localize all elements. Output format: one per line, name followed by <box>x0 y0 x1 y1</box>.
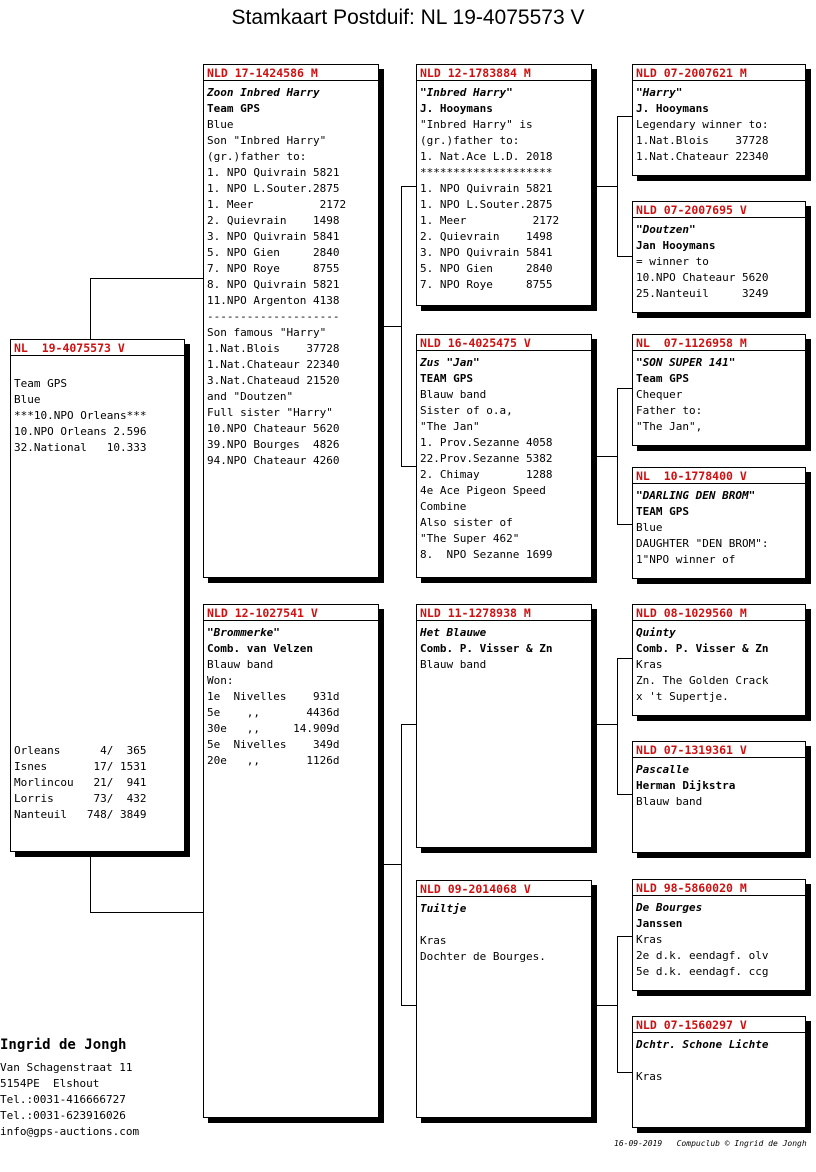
card-details <box>636 657 805 705</box>
text-line: ***10.NPO Orleans*** <box>14 409 147 422</box>
ff-father-card <box>632 64 806 176</box>
father-father-card <box>416 64 592 306</box>
father-card <box>203 64 379 578</box>
text-line: Tel.:0031-416666727 <box>0 1093 126 1106</box>
text-line: 25.Nanteuil 3249 <box>636 287 769 300</box>
card-details <box>420 387 591 563</box>
text-line: "The Jan", <box>636 420 703 433</box>
ring-number: NL 07-1126958 M <box>633 335 805 351</box>
owner: Herman Dijkstra <box>636 779 736 792</box>
owner <box>420 917 591 933</box>
mf-mother-card <box>632 741 806 853</box>
text-line: 94.NPO Chateaur 4260 <box>207 454 340 467</box>
breeder-info <box>0 1036 139 1140</box>
ring-number: NLD 11-1278938 M <box>417 605 591 621</box>
text-line: 5. NPO Gien 2840 <box>207 246 340 259</box>
text-line: Son famous "Harry" <box>207 326 327 339</box>
text-line: 10.NPO Chateaur 5620 <box>636 271 769 284</box>
text-line: 20e ,, 1126d <box>207 754 340 767</box>
pigeon-name: De Bourges <box>636 901 703 914</box>
card-details <box>636 794 805 810</box>
text-line: Chequer <box>636 388 683 401</box>
text-line: info@gps-auctions.com <box>0 1125 140 1138</box>
ring-number: NLD 07-1319361 V <box>633 742 805 758</box>
text-line: Dochter de Bourges. <box>420 950 546 963</box>
ring-number: NLD 07-2007695 V <box>633 202 805 218</box>
text-line: 1. NPO L.Souter.2875 <box>420 198 553 211</box>
text-line: Morlincou 21/ 941 <box>14 776 147 789</box>
card-details <box>207 117 378 469</box>
text-line: Isnes 17/ 1531 <box>14 760 147 773</box>
text-line: -------------------- <box>207 310 340 323</box>
text-line <box>14 360 184 376</box>
card-details <box>207 657 378 769</box>
pigeon-name: "Brommerke" <box>207 626 280 639</box>
text-line: 1.Nat.Blois 37728 <box>636 134 769 147</box>
page-title: Stamkaart Postduif: NL 19-4075573 V <box>231 6 585 29</box>
owner: Comb. van Velzen <box>207 642 313 655</box>
text-line: Sister of o.a, <box>420 404 513 417</box>
text-line: "The Jan" <box>420 420 480 433</box>
pigeon-name: "Inbred Harry" <box>420 86 513 99</box>
text-line: 10.NPO Chateaur 5620 <box>207 422 340 435</box>
text-line: 1. Meer 2172 <box>207 198 347 211</box>
text-line: "Inbred Harry" is <box>420 118 533 131</box>
owner: Comb. P. Visser & Zn <box>636 642 769 655</box>
text-line: 4e Ace Pigeon Speed <box>420 484 546 497</box>
text-line: Orleans 4/ 365 <box>14 744 147 757</box>
ring-number: NL 10-1778400 V <box>633 468 805 484</box>
text-line: 1. NPO Quivrain 5821 <box>207 166 340 179</box>
text-line: 2e d.k. eendagf. olv <box>636 949 769 962</box>
ff-mother-card <box>632 201 806 313</box>
owner: Team GPS <box>207 102 260 115</box>
text-line: 1e Nivelles 931d <box>207 690 340 703</box>
fm-mother-card <box>632 467 806 579</box>
owner: TEAM GPS <box>636 505 689 518</box>
text-line: = winner to <box>636 255 709 268</box>
text-line: 1.Nat.Blois 37728 <box>207 342 340 355</box>
pigeon-name: Het Blauwe <box>420 626 487 639</box>
pigeon-name: Quinty <box>636 626 676 639</box>
pigeon-name: Tuiltje <box>420 902 467 915</box>
text-line: Blue <box>14 393 41 406</box>
text-line: Team GPS <box>14 377 67 390</box>
text-line: 32.National 10.333 <box>14 441 147 454</box>
text-line: Kras <box>636 658 663 671</box>
owner: J. Hooymans <box>420 102 493 115</box>
text-line: 2. Quievrain 1498 <box>207 214 340 227</box>
text-line: (gr.)father to: <box>420 134 520 147</box>
owner <box>636 1053 805 1069</box>
text-line: 3. NPO Quivrain 5841 <box>420 246 553 259</box>
pigeon-name: Zus "Jan" <box>420 356 480 369</box>
card-details <box>636 117 805 165</box>
text-line: 10.NPO Orleans 2.596 <box>14 425 147 438</box>
text-line: Tel.:0031-623916026 <box>0 1109 126 1122</box>
breeder-contact <box>0 1060 139 1140</box>
text-line: Lorris 73/ 432 <box>14 792 147 805</box>
text-line: 2. Quievrain 1498 <box>420 230 553 243</box>
ring-number: NLD 17-1424586 M <box>204 65 378 81</box>
mf-father-card <box>632 604 806 716</box>
text-line: ******************** <box>420 166 553 179</box>
text-line: 22.Prov.Sezanne 5382 <box>420 452 553 465</box>
text-line: 1. Meer 2172 <box>420 214 560 227</box>
text-line: 1. NPO L.Souter.2875 <box>207 182 340 195</box>
text-line: Also sister of <box>420 516 513 529</box>
mm-mother-card <box>632 1016 806 1128</box>
card-body <box>11 356 184 456</box>
text-line: 5. NPO Gien 2840 <box>420 262 553 275</box>
mother-card <box>203 604 379 1118</box>
text-line: Kras <box>636 1070 663 1083</box>
ring-number: NLD 09-2014068 V <box>417 881 591 897</box>
owner: Comb. P. Visser & Zn <box>420 642 553 655</box>
fm-father-card <box>632 334 806 446</box>
text-line: Kras <box>420 934 447 947</box>
breeder-name: Ingrid de Jongh <box>0 1037 127 1053</box>
ring-number: NLD 07-2007621 M <box>633 65 805 81</box>
card-details <box>636 932 805 980</box>
text-line: 8. NPO Sezanne 1699 <box>420 548 553 561</box>
text-line: Blue <box>207 118 234 131</box>
text-line: 1. Nat.Ace L.D. 2018 <box>420 150 553 163</box>
text-line: 5154PE Elshout <box>0 1077 100 1090</box>
text-line: 3.Nat.Chateaud 21520 <box>207 374 340 387</box>
text-line: Zn. The Golden Crack <box>636 674 769 687</box>
card-details <box>636 520 805 568</box>
text-line: "The Super 462" <box>420 532 520 545</box>
text-line: 30e ,, 14.909d <box>207 722 340 735</box>
ring-number: NLD 07-1560297 V <box>633 1017 805 1033</box>
text-line: DAUGHTER "DEN BROM": <box>636 537 769 550</box>
text-line: Full sister "Harry" <box>207 406 333 419</box>
text-line: 1. NPO Quivrain 5821 <box>420 182 553 195</box>
ring-number: NLD 08-1029560 M <box>633 605 805 621</box>
text-line: 8. NPO Quivrain 5821 <box>207 278 340 291</box>
text-line: 1. Prov.Sezanne 4058 <box>420 436 553 449</box>
text-line: 1.Nat.Chateaur 22340 <box>636 150 769 163</box>
ring-number: NLD 12-1027541 V <box>204 605 378 621</box>
text-line: Nanteuil 748/ 3849 <box>14 808 147 821</box>
text-line: Blauw band <box>636 795 703 808</box>
text-line: 1.Nat.Chateaur 22340 <box>207 358 340 371</box>
text-line: 5e Nivelles 349d <box>207 738 340 751</box>
text-line: Kras <box>636 933 663 946</box>
pigeon-name: Zoon Inbred Harry <box>207 86 320 99</box>
text-line: Van Schagenstraat 11 <box>0 1061 133 1074</box>
text-line: 5e d.k. eendagf. ccg <box>636 965 769 978</box>
card-details <box>420 117 591 293</box>
ring-number: NLD 12-1783884 M <box>417 65 591 81</box>
text-line: and "Doutzen" <box>207 390 294 403</box>
text-line: Son "Inbred Harry" <box>207 134 327 147</box>
pigeon-name: "DARLING DEN BROM" <box>636 489 756 502</box>
text-line: 7. NPO Roye 8755 <box>420 278 553 291</box>
text-line: Blauw band <box>420 388 487 401</box>
text-line: 7. NPO Roye 8755 <box>207 262 340 275</box>
text-line: 11.NPO Argenton 4138 <box>207 294 340 307</box>
text-line: 1"NPO winner of <box>636 553 736 566</box>
text-line: Father to: <box>636 404 703 417</box>
card-details <box>636 387 805 435</box>
mother-father-card <box>416 604 592 848</box>
text-line: Won: <box>207 674 234 687</box>
father-mother-card <box>416 334 592 578</box>
pigeon-name: Dchtr. Schone Lichte <box>636 1038 769 1051</box>
pigeon-name: Pascalle <box>636 763 689 776</box>
card-details <box>420 657 591 673</box>
card-details <box>636 1069 805 1085</box>
footer-credit: 16-09-2019 Compuclub © Ingrid de Jongh <box>614 1139 807 1148</box>
owner: TEAM GPS <box>420 372 473 385</box>
text-line: Combine <box>420 500 467 513</box>
text-line: 2. Chimay 1288 <box>420 468 553 481</box>
text-line: Blauw band <box>420 658 487 671</box>
card-details <box>420 933 591 965</box>
text-line: (gr.)father to: <box>207 150 307 163</box>
card-details <box>636 254 805 302</box>
pigeon-name: "Harry" <box>636 86 683 99</box>
text-line: Blue <box>636 521 663 534</box>
ring-number: NLD 98-5860020 M <box>633 880 805 896</box>
owner: Jan Hooymans <box>636 239 716 252</box>
owner: Janssen <box>636 917 683 930</box>
mother-mother-card <box>416 880 592 1118</box>
text-line: 39.NPO Bourges 4826 <box>207 438 340 451</box>
owner: Team GPS <box>636 372 689 385</box>
text-line: x 't Supertje. <box>636 690 729 703</box>
race-results <box>11 743 146 823</box>
pigeon-name: "Doutzen" <box>636 223 696 236</box>
text-line: Legendary winner to: <box>636 118 769 131</box>
text-line: Blauw band <box>207 658 274 671</box>
ring-number: NL 19-4075573 V <box>11 340 184 356</box>
pigeon-name: "SON SUPER 141" <box>636 356 736 369</box>
ring-number: NLD 16-4025475 V <box>417 335 591 351</box>
text-line: 3. NPO Quivrain 5841 <box>207 230 340 243</box>
mm-father-card <box>632 879 806 991</box>
text-line: 5e ,, 4436d <box>207 706 340 719</box>
owner: J. Hooymans <box>636 102 709 115</box>
subject-pigeon-card <box>10 339 185 852</box>
